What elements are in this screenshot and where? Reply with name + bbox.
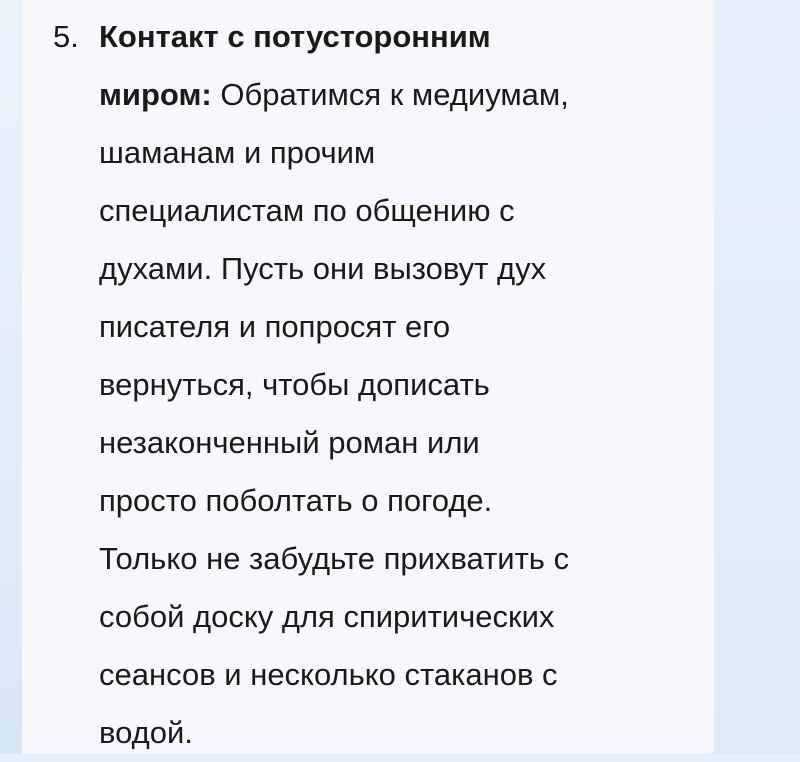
text-line: водой. [99, 715, 193, 750]
list-item-text [99, 8, 699, 762]
text-line: специалистам по общению с [99, 193, 515, 228]
text-line: Только не забудьте прихватить с [99, 541, 570, 576]
text-line: вернуться, чтобы дописать [99, 367, 490, 402]
list-item-title-line-1: Контакт с потусторонним [99, 19, 491, 54]
message-card [22, 0, 714, 754]
text-line: Обратимся к медиумам, [220, 77, 569, 112]
text-line: шаманам и прочим [99, 135, 376, 170]
text-line: сеансов и несколько стаканов с [99, 657, 558, 692]
list-item-number: 5. [53, 19, 79, 54]
text-line: просто поболтать о погоде. [99, 483, 493, 518]
text-line: писателя и попросят его [99, 309, 451, 344]
list-item-title-line-2: миром: [99, 77, 212, 112]
text-line: духами. Пусть они вызовут дух [99, 251, 547, 286]
left-background-strip [0, 0, 22, 754]
right-background-strip [714, 0, 800, 754]
text-line: собой доску для спиритических [99, 599, 555, 634]
text-line: незаконченный роман или [99, 425, 480, 460]
